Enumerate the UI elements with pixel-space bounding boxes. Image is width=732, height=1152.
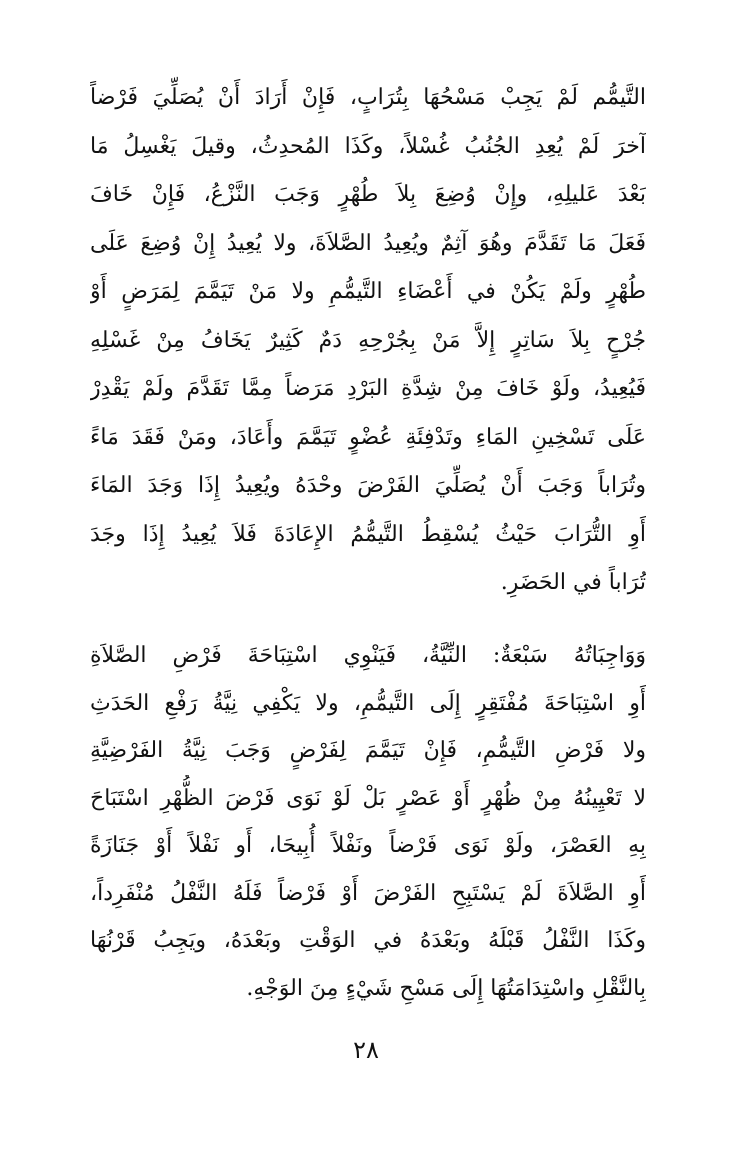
text-line: وَوَاجِبَاتُهُ سَبْعَةٌ: النِّيَّةُ، فَيَنْوِي اسْتِبَاحَةَ فَرْضِ الصَّلاَةِ [90,643,646,668]
text-line: وكَذَا النَّفْلُ قَبْلَهُ وبَعْدَهُ في الوَقْتِ وبَعْدَهُ، ويَجِبُ قَرْنُهَا [90,928,646,953]
text-line: بِهِ العَصْرَ، ولَوْ نَوَى فَرْضاً ونَفْلاً أُبِيحَا، أَو نَفْلاً أَوْ جَنَازَةً [90,833,646,858]
text-line: جُرْحٍ بِلاَ سَاتِرٍ إِلاَّ مَنْ بِجُرْحِهِ دَمٌ كَثِيرٌ يَخَافُ مِنْ غَسْلِهِ [90,327,646,353]
text-line: بِالنَّقْلِ واسْتِدَامَتُهَا إِلَى مَسْحِ شَيْءٍ مِنَ الوَجْهِ. [246,975,646,1001]
paragraph-1 [90,74,646,608]
text-line: وتُرَاباً وَجَبَ أَنْ يُصَلِّيَ الفَرْضَ وحْدَهُ ويُعِيدُ إِذَا وَجَدَ المَاءَ [90,473,646,498]
text-line: فَعَلَ مَا تَقَدَّمَ وهُوَ آثِمٌ ويُعِيدُ الصَّلاَةَ، ولا يُعِيدُ إِنْ وُضِعَ عَلَى [90,230,646,256]
text-line: عَلَى تَسْخِينِ المَاءِ وتَدْفِئَةِ عُضْوٍ تَيَمَّمَ وأَعَادَ، ومَنْ فَقَدَ مَاءً [90,424,646,450]
text-line: آخرَ لَمْ يُعِدِ الجُنُبُ غُسْلاً، وكَذَا المُحدِثُ، وقيلَ يَغْسِلُ مَا [90,133,646,159]
page-number: ٢٨ [353,1036,379,1064]
text-line: أَوِ التُّرَابَ حَيْثُ يُسْقِطُ التَّيمُّمُ الإِعَادَةَ فَلاَ يُعِيدُ إِذَا وجَدَ [90,521,646,547]
text-line: التَّيمُّم لَمْ يَجِبْ مَسْحُهَا بِتُرَابٍ، فَإِنْ أَرَادَ أَنْ يُصَلِّيَ فَرْضاً [90,85,646,110]
text-line: أَوِ الصَّلاَةَ لَمْ يَسْتَبِحِ الفَرْضَ أَوْ فَرْضاً فَلَهُ النَّفْلُ مُنْفَرِداً، [90,880,646,906]
text-line: ولا فَرْضِ التَّيمُّمِ، فَإِنْ تَيَمَّمَ لِفَرْضٍ وَجَبَ نِيَّةُ الفَرْضِيَّةِ [90,738,646,763]
text-line: بَعْدَ عَليلِهِ، وإِنْ وُضِعَ بِلاَ طُهْرٍ وَجَبَ النَّزْعُ، فَإِنْ خَافَ [90,182,646,207]
text-line: أَوِ اسْتِبَاحَةَ مُفْتَقِرٍ إِلَى التَّيمُّمِ، ولا يَكْفِي نِيَّةُ رَفْعِ الحَدَثِ [90,690,646,716]
paragraph-2 [90,632,646,1012]
text-line: طُهْرٍ ولَمْ يَكُنْ في أَعْضَاءِ التَّيمُّمِ ولا مَنْ تَيَمَّمَ لِمَرَضٍ أَوْ [90,279,646,304]
text-line: لا تَعْيِينُهُ مِنْ ظُهْرٍ أَوْ عَصْرٍ بَلْ لَوْ نَوَى فَرْضَ الظُّهْرِ اسْتَبَاحَ [90,785,646,811]
text-line: فَيُعِيدُ، ولَوْ خَافَ مِنْ شِدَّةِ البَرْدِ مَرَضاً مِمَّا تَقَدَّمَ ولَمْ يَقْدِرْ [90,376,646,401]
text-line: تُرَاباً في الحَضَرِ. [500,570,646,595]
